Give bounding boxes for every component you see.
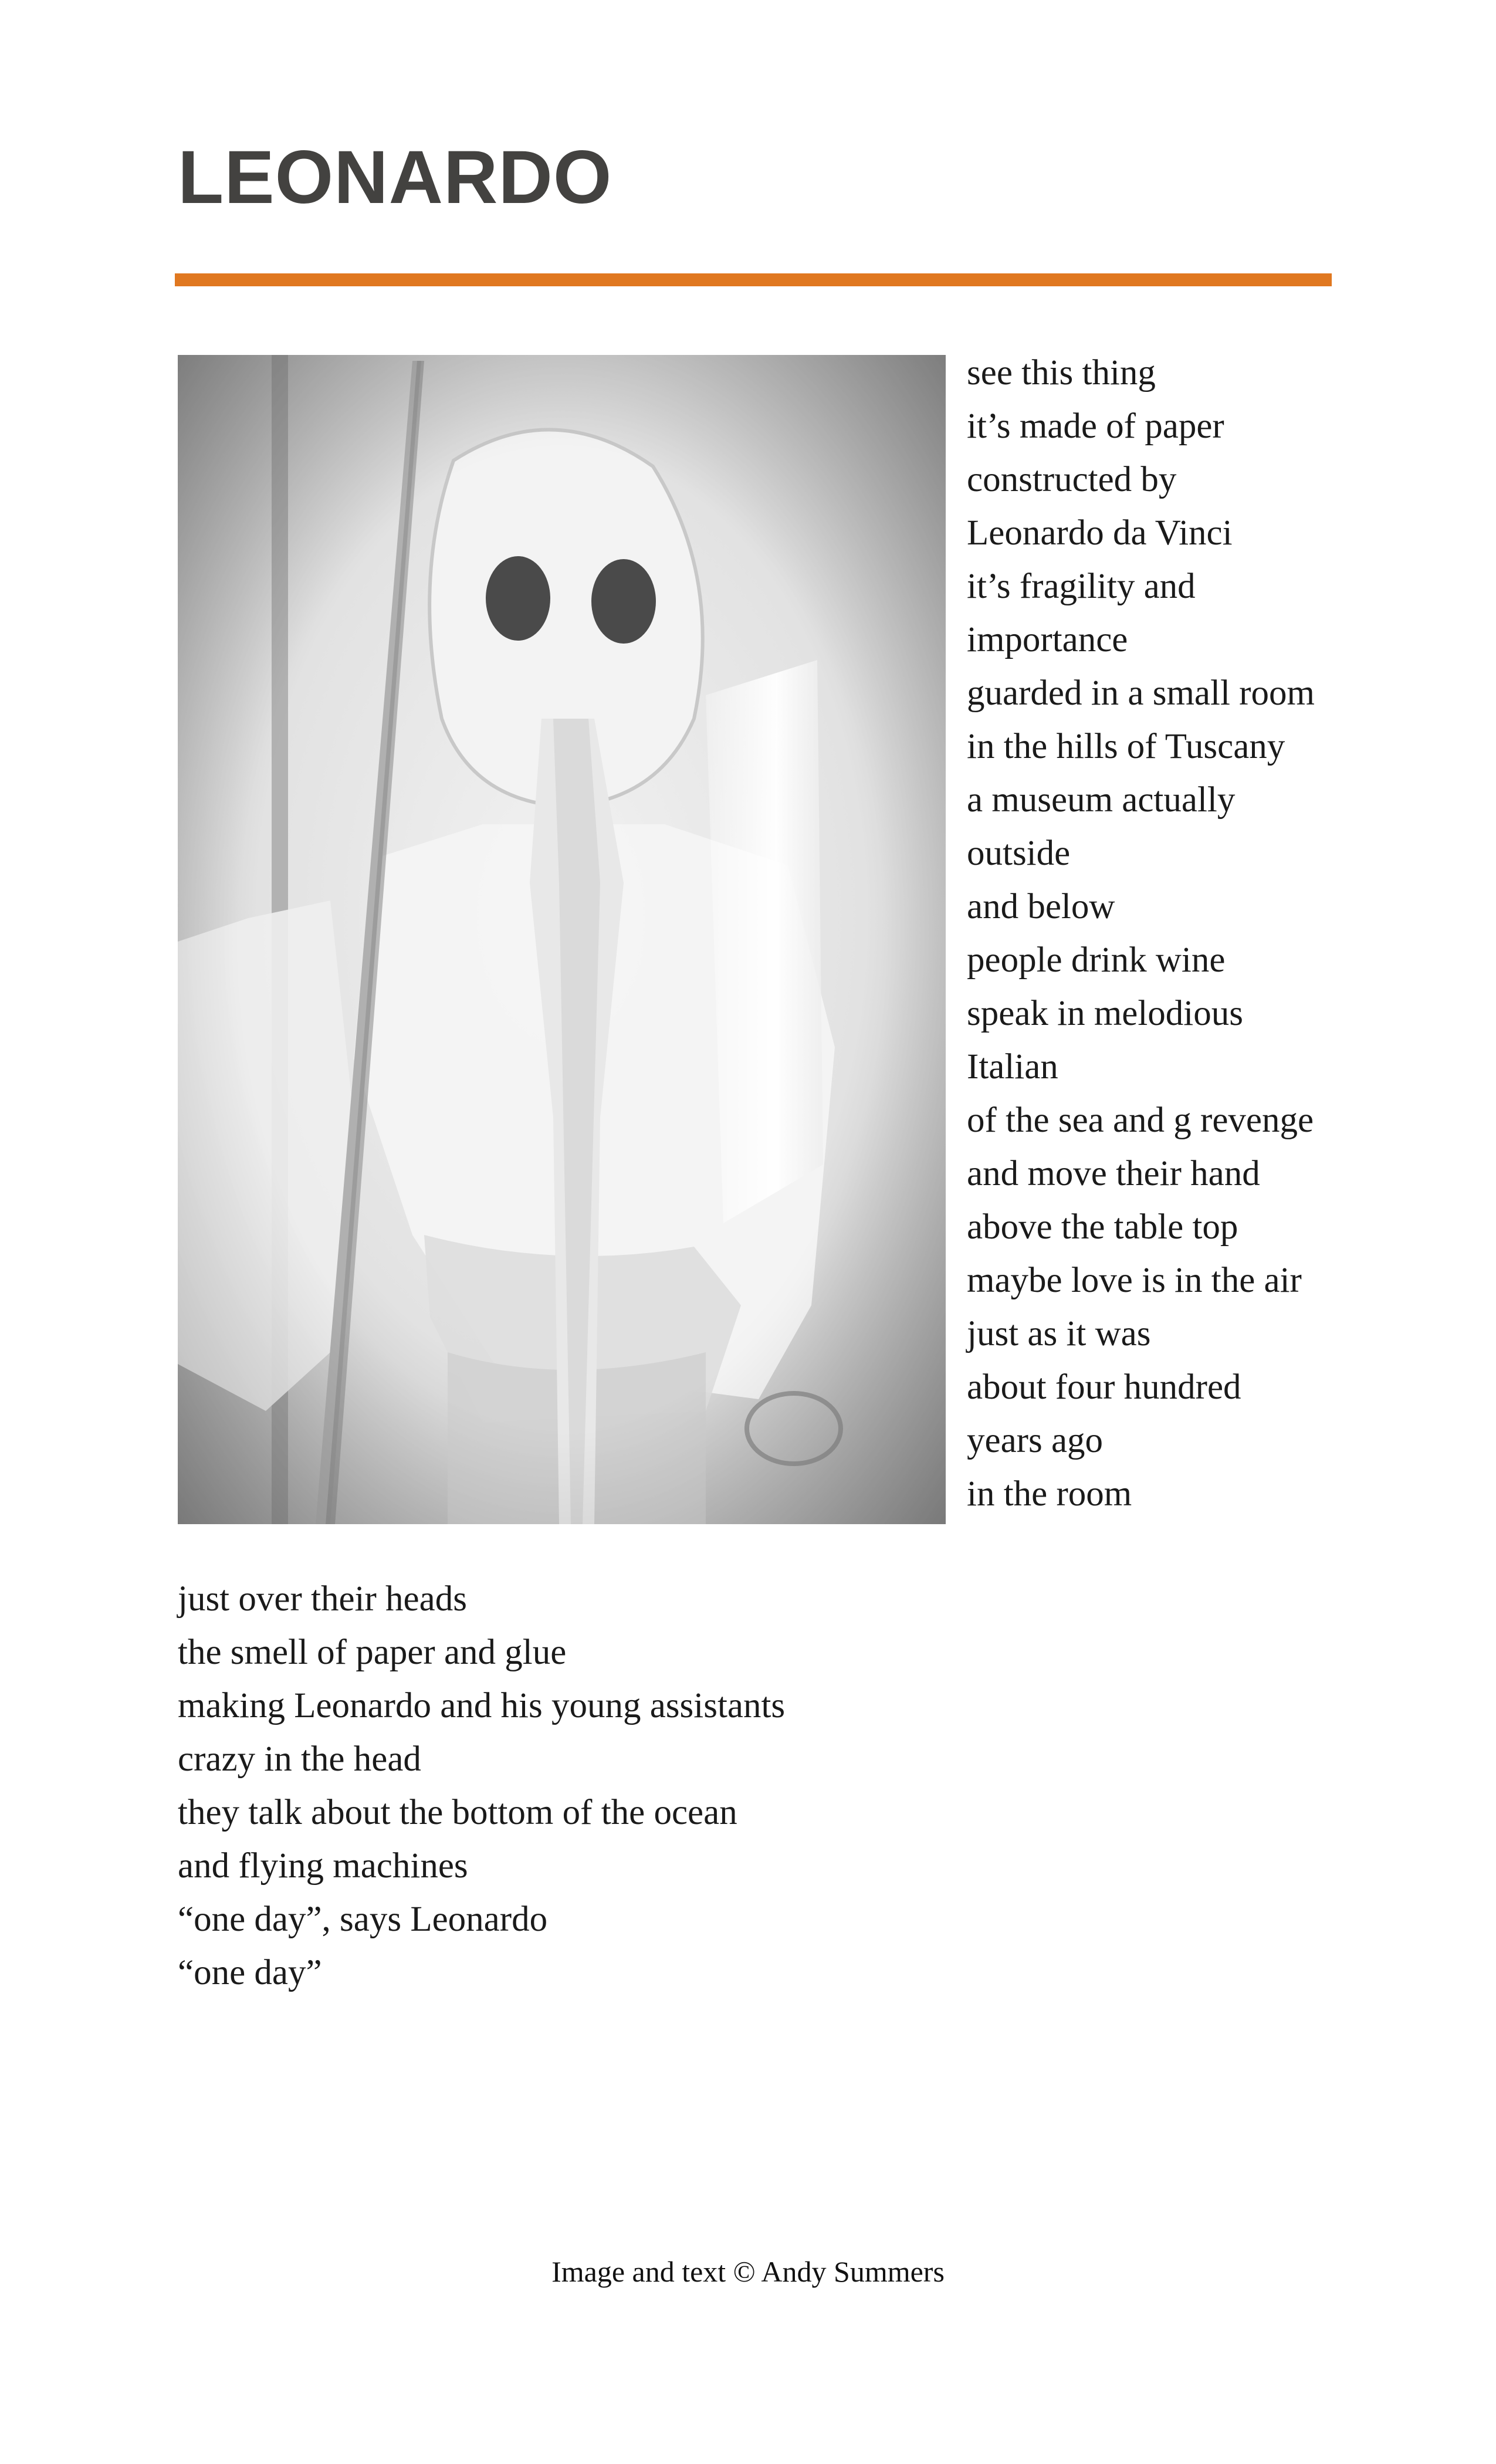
poem-line: importance [967,620,1128,659]
poem-line: outside [967,834,1071,873]
title-divider [175,273,1332,286]
poem-line: just as it was [967,1314,1151,1353]
poem-line: constructed by [967,460,1177,499]
poem-line: Leonardo da Vinci [967,513,1233,553]
poem-line: “one day”, says Leonardo [178,1900,548,1939]
poem-line: making Leonardo and his young assistants [178,1686,786,1725]
poem-line: the smell of paper and glue [178,1633,567,1672]
poem-line: years ago [967,1421,1104,1460]
poem-line: it’s made of paper [967,407,1224,446]
page-title: LEONARDO [178,136,612,219]
poem-line: and flying machines [178,1846,468,1886]
poem-line: it’s fragility and [967,567,1196,606]
poem-lines-below-photo [178,1572,785,1999]
poem-line: and below [967,887,1115,926]
poem-lines-beside-photo [967,346,1315,1521]
poem-line: of the sea and g revenge [967,1101,1314,1140]
poem-line: just over their heads [178,1579,467,1619]
poem-line: above the table top [967,1207,1238,1247]
poem-line: they talk about the bottom of the ocean [178,1793,737,1832]
poem-line: crazy in the head [178,1739,421,1779]
poem-line: guarded in a small room [967,673,1315,713]
poem-line: and move their hand [967,1154,1260,1193]
copyright-credit: Image and text © Andy Summers [551,2255,945,2288]
poem-line: a museum actually [967,780,1236,820]
poem-line: about four hundred [967,1368,1241,1407]
poem-line: see this thing [967,353,1156,392]
poem-line: people drink wine [967,940,1226,980]
poem-line: Italian [967,1047,1058,1087]
poem-line: maybe love is in the air [967,1261,1302,1300]
poem-line: speak in melodious [967,994,1243,1033]
poem-line: in the room [967,1474,1132,1514]
poem-line: in the hills of Tuscany [967,727,1285,766]
paper-figure-photo [178,355,946,1524]
poem-line: “one day” [178,1953,322,1992]
